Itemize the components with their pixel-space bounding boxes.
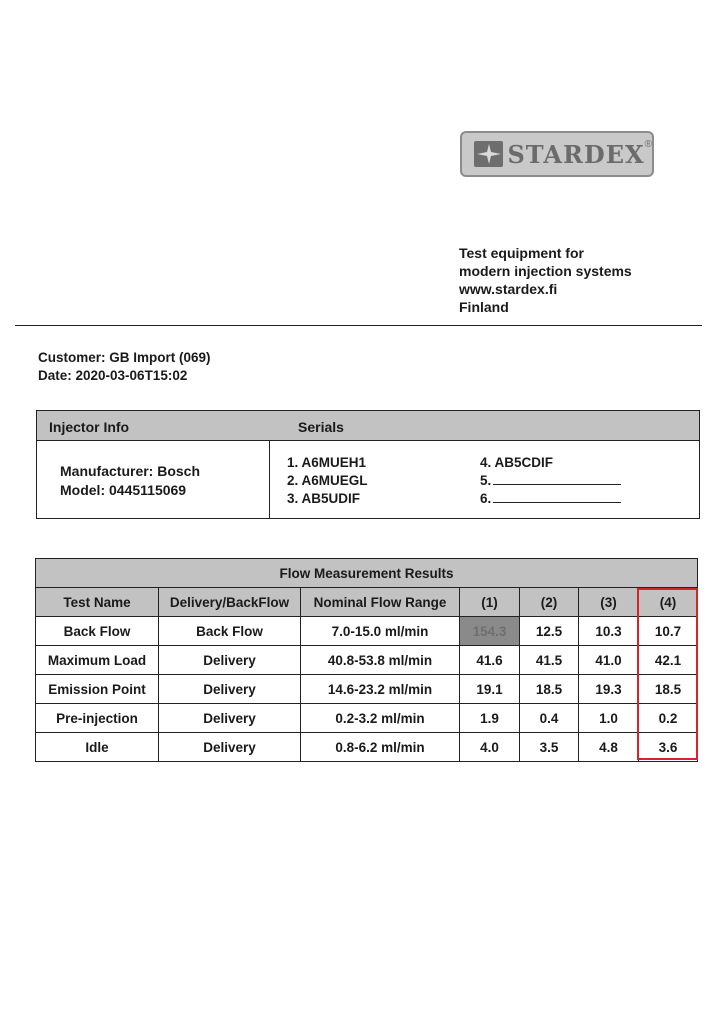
date-line: Date: 2020-03-06T15:02 (38, 368, 188, 383)
stardex-logo (460, 131, 654, 177)
cell-value: 3.6 (639, 733, 698, 762)
company-line: Finland (459, 299, 509, 315)
cell-type: Delivery (159, 704, 301, 733)
table-header-row (36, 588, 698, 617)
company-line: Test equipment for (459, 245, 584, 261)
flow-results-table (35, 558, 698, 762)
cell-test-name: Pre-injection (36, 704, 159, 733)
header-divider (15, 325, 702, 326)
cell-value: 41.5 (520, 646, 579, 675)
table-row (36, 704, 698, 733)
cell-type: Delivery (159, 675, 301, 704)
cell-nominal-range: 40.8-53.8 ml/min (301, 646, 460, 675)
serials-list-right (480, 454, 621, 508)
column-header: (1) (460, 588, 520, 617)
cell-value: 10.3 (579, 617, 639, 646)
table-row (36, 733, 698, 762)
table-row (36, 646, 698, 675)
serial-item-blank: 5. (480, 472, 621, 490)
injector-info-box (36, 410, 700, 519)
column-header: Test Name (36, 588, 159, 617)
cell-type: Delivery (159, 646, 301, 675)
cell-value: 1.9 (460, 704, 520, 733)
cell-value: 0.4 (520, 704, 579, 733)
serial-item: 3. AB5UDIF (287, 491, 361, 506)
cell-value: 41.0 (579, 646, 639, 675)
table-row (36, 617, 698, 646)
cell-nominal-range: 0.2-3.2 ml/min (301, 704, 460, 733)
registered-mark: ® (644, 139, 652, 150)
serials-title: Serials (298, 419, 344, 435)
flow-results-title: Flow Measurement Results (36, 559, 698, 588)
serial-item: 4. AB5CDIF (480, 455, 554, 470)
cell-value: 4.8 (579, 733, 639, 762)
column-header: Nominal Flow Range (301, 588, 460, 617)
manufacturer: Manufacturer: Bosch (60, 463, 201, 479)
serial-item: 2. A6MUEGL (287, 473, 368, 488)
star-icon (474, 141, 503, 167)
company-info (459, 244, 632, 316)
cell-type: Back Flow (159, 617, 301, 646)
cell-nominal-range: 0.8-6.2 ml/min (301, 733, 460, 762)
cell-value: 18.5 (639, 675, 698, 704)
serial-item: 1. A6MUEH1 (287, 455, 367, 470)
cell-value: 18.5 (520, 675, 579, 704)
cell-test-name: Idle (36, 733, 159, 762)
company-line: www.stardex.fi (459, 281, 558, 297)
cell-nominal-range: 14.6-23.2 ml/min (301, 675, 460, 704)
company-line: modern injection systems (459, 263, 632, 279)
injector-info-header (37, 411, 699, 441)
logo-wordmark: STARDEX (507, 139, 645, 169)
customer-info (38, 349, 211, 385)
cell-value: 19.3 (579, 675, 639, 704)
cell-value: 41.6 (460, 646, 520, 675)
cell-value: 1.0 (579, 704, 639, 733)
table-row (36, 675, 698, 704)
cell-value: 4.0 (460, 733, 520, 762)
cell-value: 19.1 (460, 675, 520, 704)
column-header: (3) (579, 588, 639, 617)
serials-list-left (287, 454, 368, 508)
serial-item-blank: 6. (480, 490, 621, 508)
injector-info-title: Injector Info (49, 419, 130, 435)
model: Model: 0445115069 (60, 482, 187, 498)
cell-value: 3.5 (520, 733, 579, 762)
cell-nominal-range: 7.0-15.0 ml/min (301, 617, 460, 646)
cell-value: 10.7 (639, 617, 698, 646)
cell-test-name: Back Flow (36, 617, 159, 646)
column-header: Delivery/BackFlow (159, 588, 301, 617)
cell-test-name: Maximum Load (36, 646, 159, 675)
column-header: (4) (639, 588, 698, 617)
column-header: (2) (520, 588, 579, 617)
customer-line: Customer: GB Import (069) (38, 350, 211, 365)
cell-value-out-of-range: 154.3 (460, 617, 520, 646)
injector-divider (269, 440, 270, 518)
manufacturer-model (60, 462, 200, 500)
cell-test-name: Emission Point (36, 675, 159, 704)
cell-value: 42.1 (639, 646, 698, 675)
cell-value: 0.2 (639, 704, 698, 733)
cell-value: 12.5 (520, 617, 579, 646)
cell-type: Delivery (159, 733, 301, 762)
